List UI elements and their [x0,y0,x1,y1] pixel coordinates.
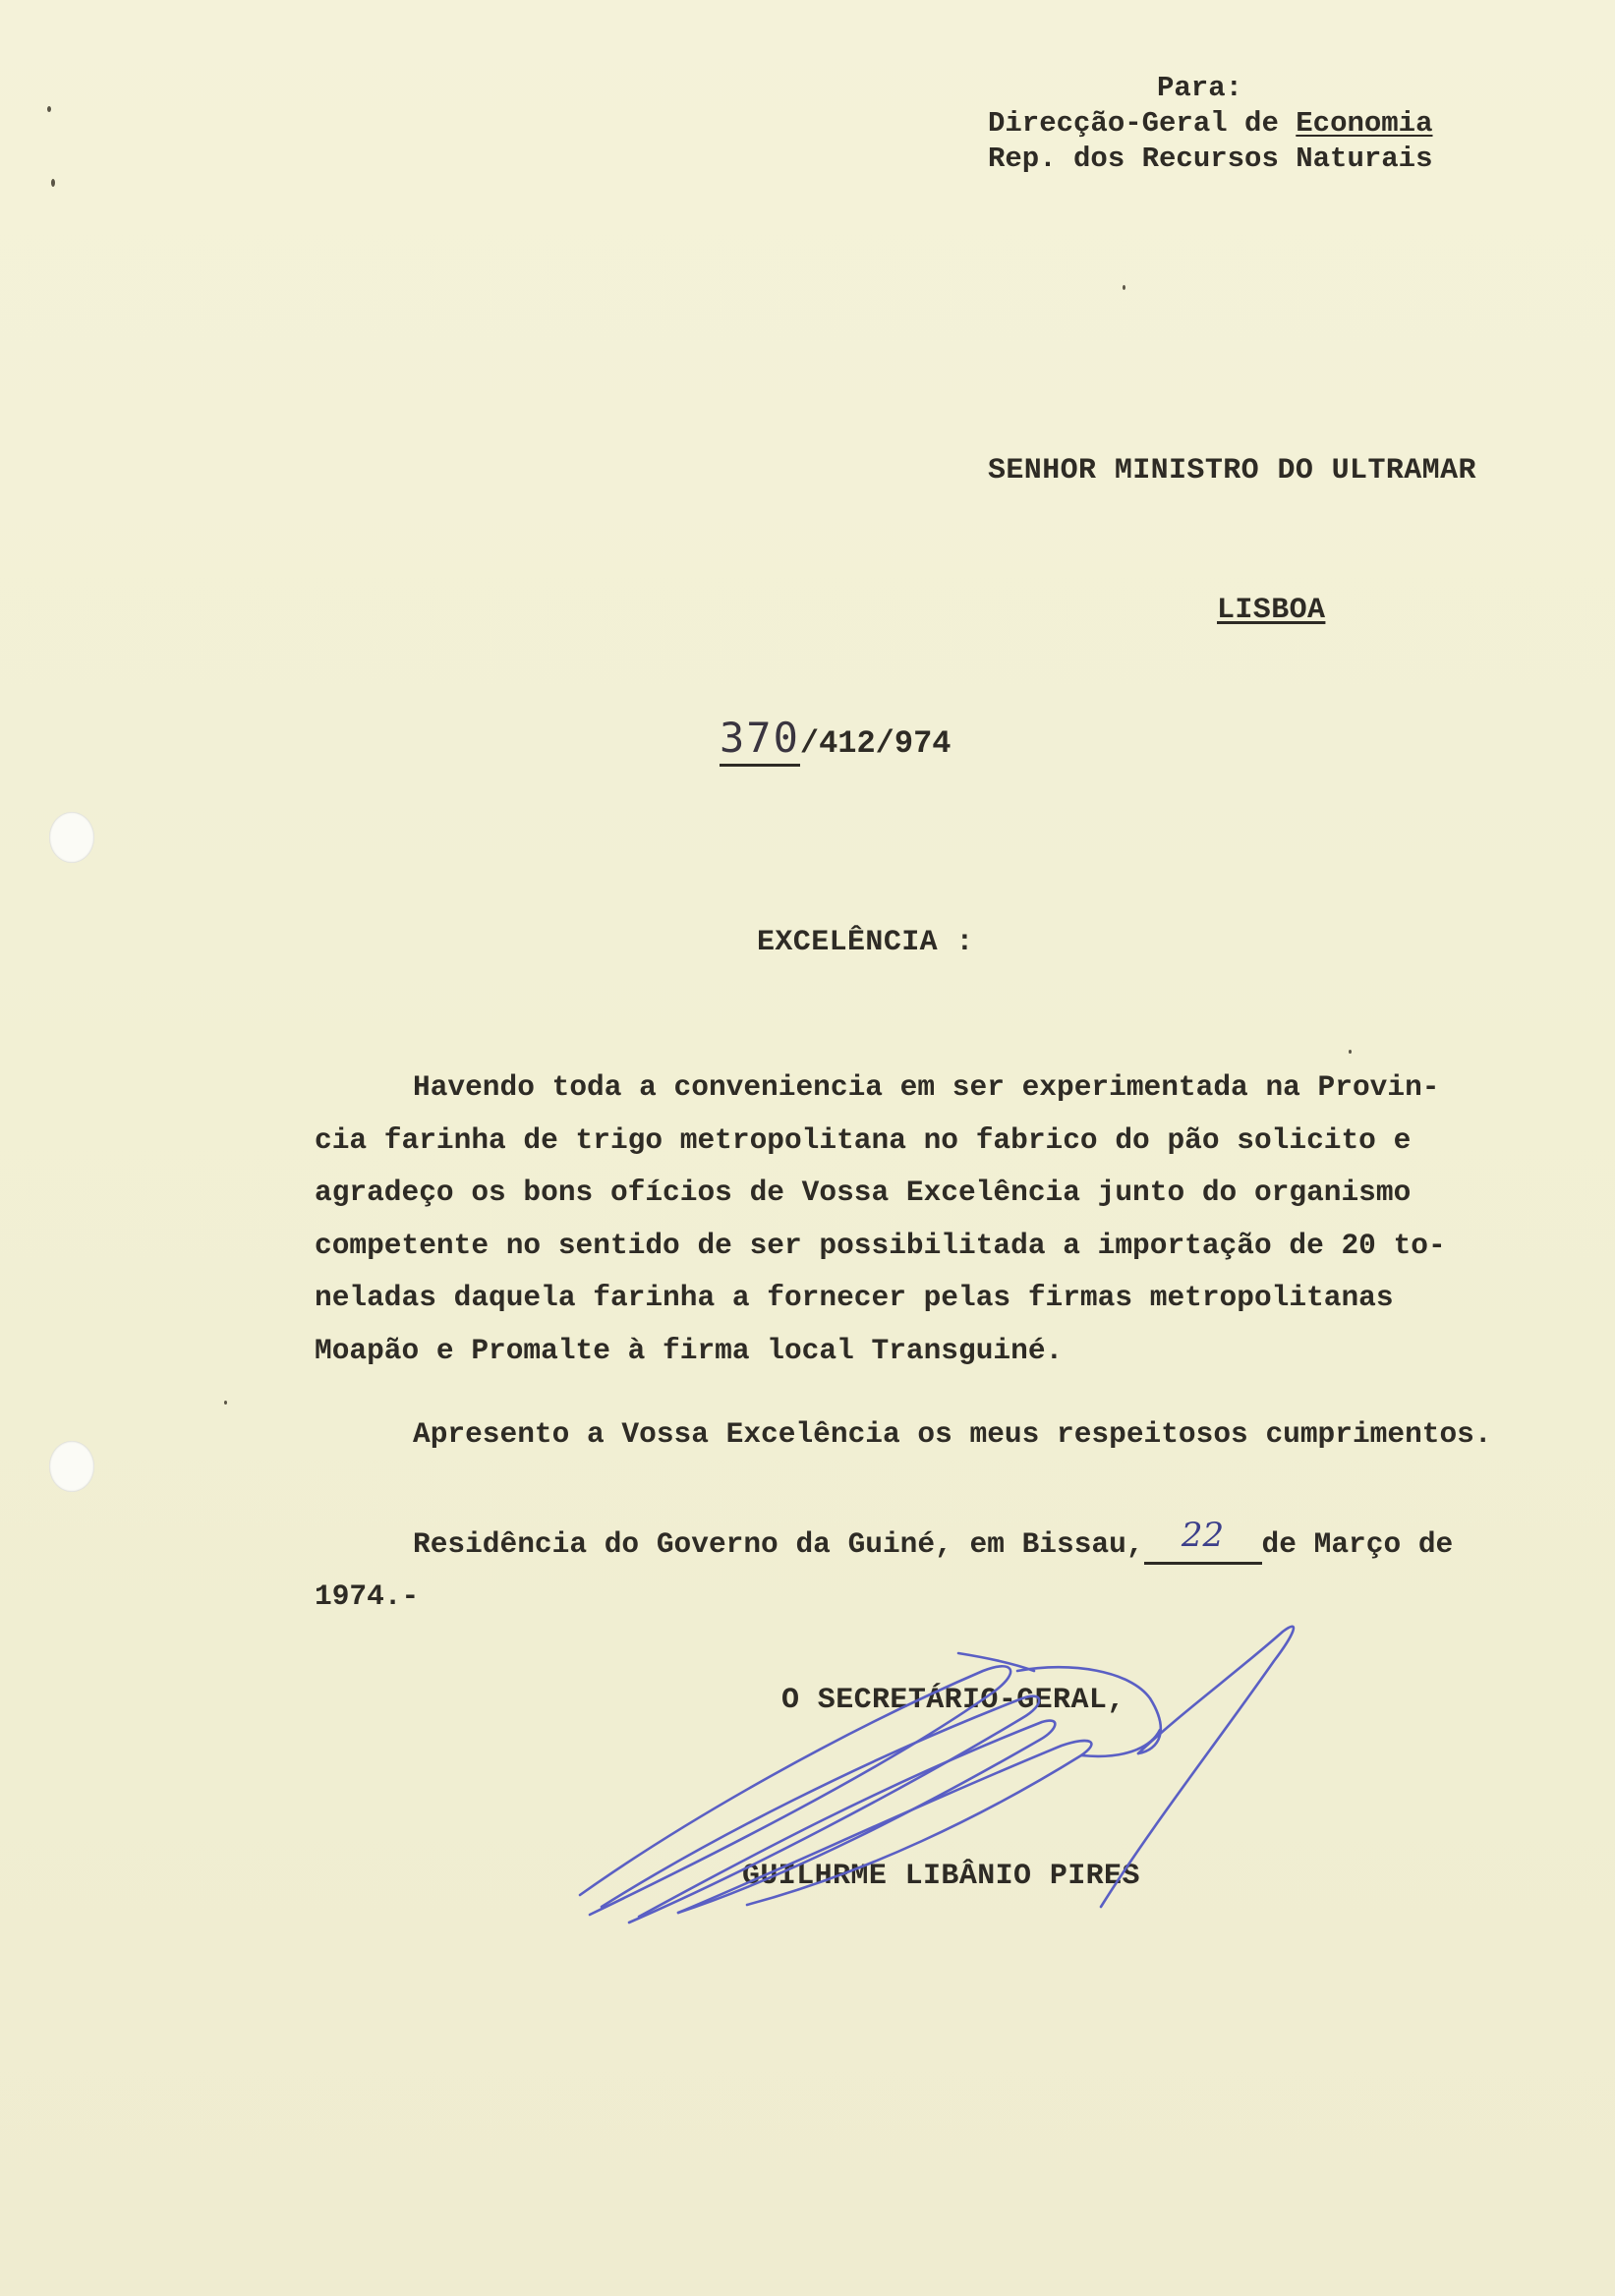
addressee-title: SENHOR MINISTRO DO ULTRAMAR [988,454,1476,488]
date-year: 1974.- [315,1579,420,1613]
addressee-city: LISBOA [1217,594,1326,627]
recipient-line-1-prefix: Direcção-Geral de [988,107,1297,140]
recipient-line-2: Rep. dos Recursos Naturais [988,143,1433,175]
body-line: cia farinha de trigo metropolitana no fabrico do pão solicito e [315,1122,1412,1157]
signatory-role: O SECRETÁRIO-GERAL, [781,1684,1125,1717]
recipient-label: Para: [1157,72,1243,104]
place-date-prefix: Residência do Governo da Guiné, em Bissau, [413,1526,1144,1561]
body-line: agradeço os bons ofícios de Vossa Excelência junto do organismo [315,1176,1412,1209]
body-line: Havendo toda a conveniencia em ser experimentada na Provin- [413,1070,1440,1104]
reference-stamp: 370 [720,714,800,767]
reference-suffix: /412/974 [799,725,952,762]
place-date-suffix: de Março de [1261,1526,1454,1561]
body-line: neladas daquela farinha a fornecer pelas firmas metropolitanas [315,1281,1394,1314]
body-line: Moapão e Promalte à firma local Transguiné. [315,1333,1064,1367]
handwritten-day: 22 [1144,1510,1262,1566]
body-line: competente no sentido de ser possibilitada a importação de 20 to- [315,1228,1446,1262]
closing-greeting: Apresento a Vossa Excelência os meus respeitosos cumprimentos. [413,1417,1492,1451]
recipient-line-1-underlined: Economia [1296,107,1433,140]
salutation: EXCELÊNCIA : [757,926,974,959]
signatory-name: GUILHRME LIBÂNIO PIRES [742,1860,1140,1893]
